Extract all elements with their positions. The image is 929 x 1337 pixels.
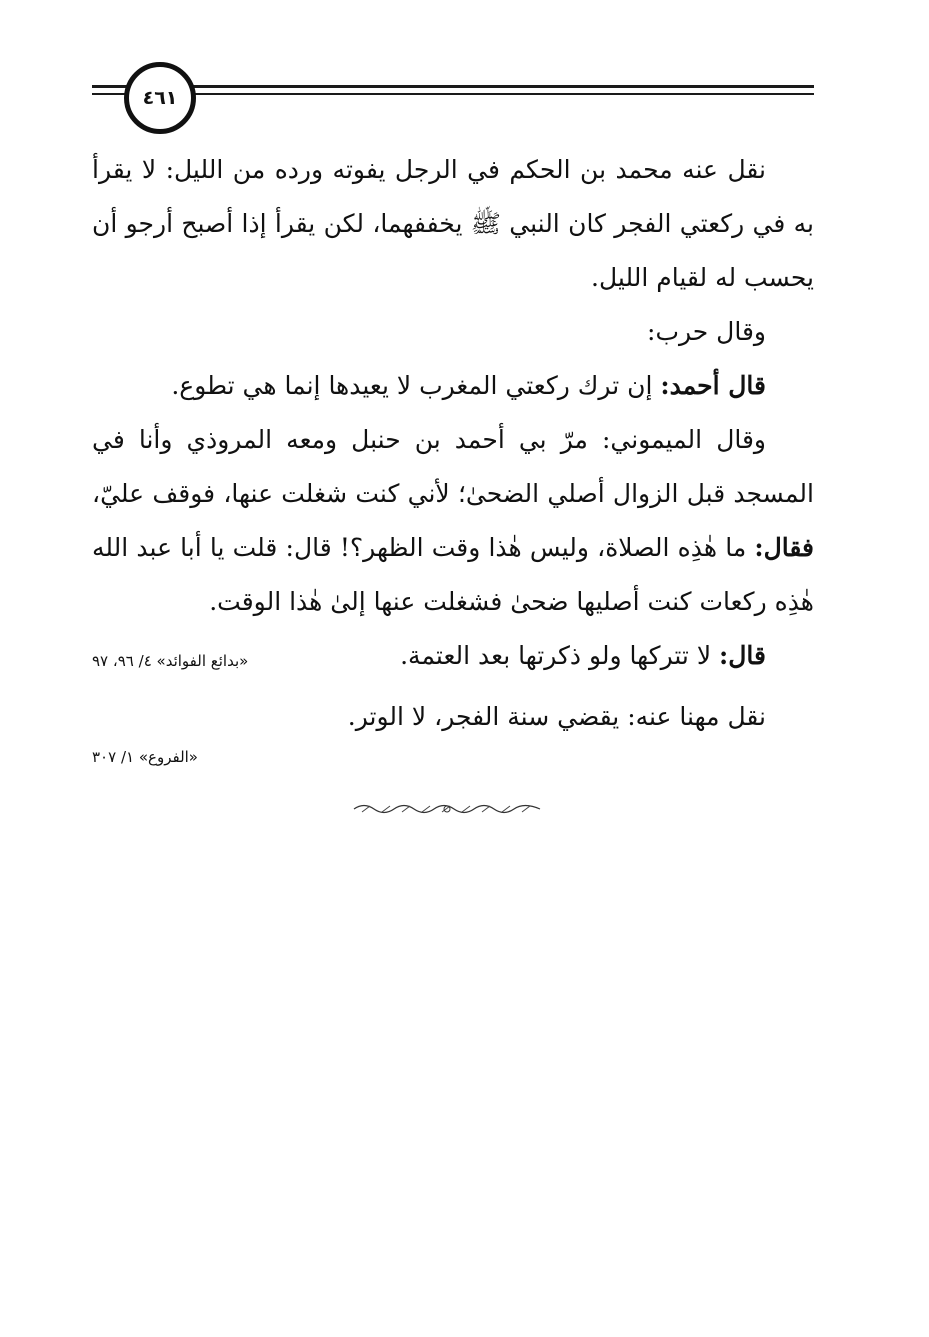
paragraph-3-text: إن ترك ركعتي المغرب لا يعيدها إنما هي تطوع. [171,371,661,400]
speaker-label: فقال: [754,533,814,562]
paragraph-2: وقال حرب: [647,317,766,346]
source-reference-2: «الفروع» ١/ ٣٠٧ [92,748,198,766]
speaker-label: قال: [719,641,766,670]
speaker-label: قال أحمد: [660,371,766,400]
main-text-2 [92,690,814,744]
page-number: ٤٦١ [124,62,196,134]
paragraph-4-text-b: ما هٰذِه الصلاة، وليس هٰذا وقت الظهر؟! قال: قلت يا أبا عبد الله هٰذِه ركعات كنت أصليها ضحىٰ فشغلت عنها إلىٰ هٰذا الوقت. [92,533,814,616]
header-rule-thin [92,93,814,95]
paragraph-6: نقل مهنا عنه: يقضي سنة الفجر، لا الوتر. [347,702,766,731]
header-rule [92,85,814,88]
paragraph-4-text-a: وقال الميموني: مرّ بي أحمد بن حنبل ومعه المروذي وأنا في المسجد قبل الزوال أصلي الضحىٰ؛ لأني كنت شغلت عنها، فوقف عليّ، [92,425,814,508]
main-text [92,143,814,683]
paragraph-5-text: لا تتركها ولو ذكرتها بعد العتمة. [400,641,720,670]
paragraph-1: نقل عنه محمد بن الحكم في الرجل يفوته ورده من الليل: لا يقرأ به في ركعتي الفجر كان النبي ﷺ يخففهما، لكن يقرأ إذا أصبح أرجو أن يحسب له لقيام الليل. [92,155,814,292]
page-header [92,62,814,132]
source-reference-1: «بدائع الفوائد» ٤/ ٩٦، ٩٧ [92,652,249,670]
paragraph-4 [92,413,814,629]
paragraph-3 [92,359,814,413]
ornament-divider [352,800,542,818]
